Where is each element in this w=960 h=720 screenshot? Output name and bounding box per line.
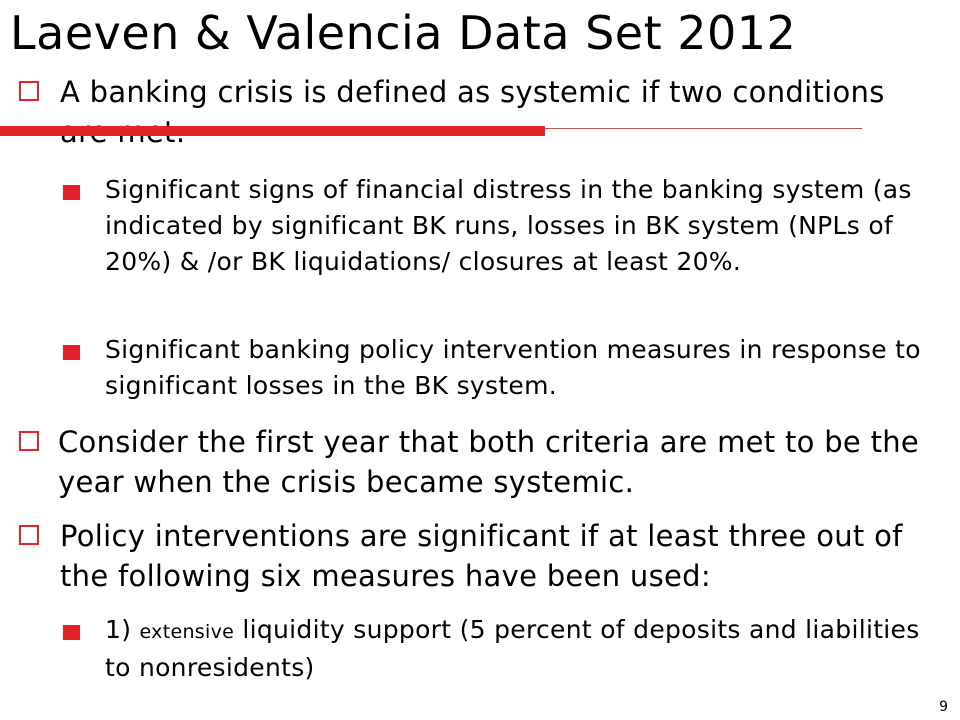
slide-body [0, 72, 960, 684]
filled-square-bullet-icon [63, 345, 80, 360]
hollow-square-bullet-icon [19, 431, 39, 451]
bullet-text: Consider the first year that both criteria are met to be the year when the crisis became systemic. [58, 425, 920, 499]
bullet-text: Significant signs of financial distress in the banking system (as indicated by significant BK runs, losses in BK system (NPLs of 20%) & /or BK liquidations/ closures at least 20%. [105, 175, 912, 276]
page-number: 9 [939, 699, 948, 715]
bullet-level1 [0, 72, 960, 152]
title-underline-accent [0, 126, 545, 136]
filled-square-bullet-icon [63, 185, 80, 200]
bullet-level1 [0, 422, 960, 502]
bullet-level2 [0, 172, 960, 316]
bullet-text: Policy interventions are significant if at least three out of the following six measures have been used: [60, 519, 903, 593]
bullet-prefix: 1) [105, 615, 140, 644]
bullet-text: A banking crisis is defined as systemic if two conditions [60, 75, 885, 109]
bullet-level2 [0, 612, 960, 684]
slide-title: Laeven & Valencia Data Set 2012 [10, 6, 797, 60]
bullet-level2 [0, 332, 960, 404]
bullet-text: liquidity support (5 percent of deposits and liabilities to nonresidents) [105, 615, 920, 682]
hollow-square-bullet-icon [19, 525, 39, 545]
bullet-text: Significant banking policy intervention measures in response to significant losses in the BK system. [105, 335, 921, 400]
bullet-small-word: extensive [139, 621, 235, 643]
bullet-level1 [0, 516, 960, 596]
hollow-square-bullet-icon [19, 81, 39, 101]
filled-square-bullet-icon [63, 625, 80, 640]
